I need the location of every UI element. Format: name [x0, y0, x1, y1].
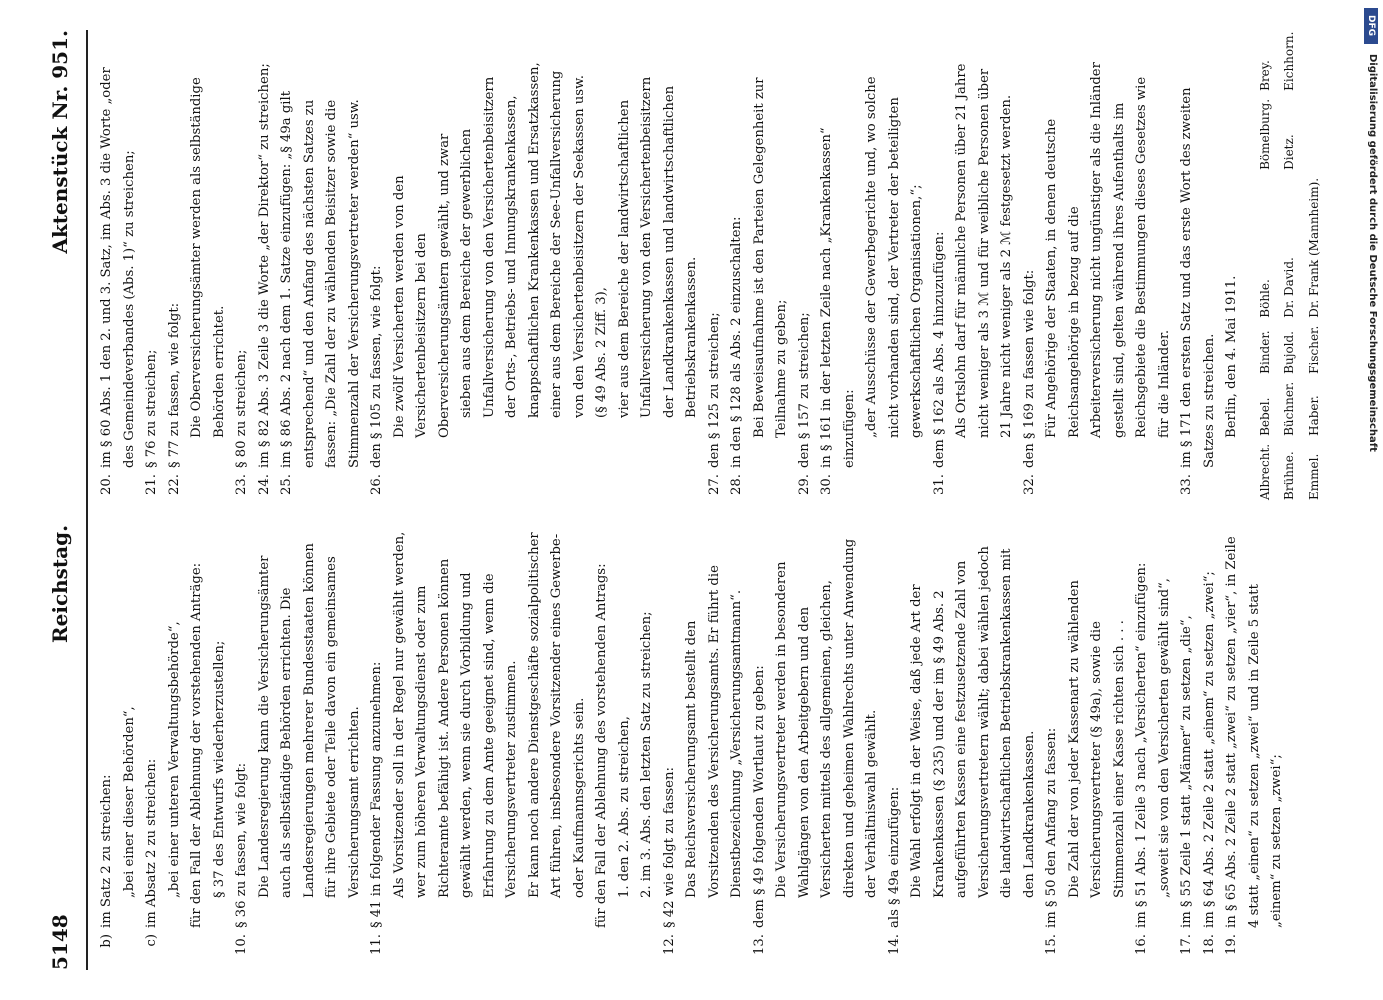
item-text: den § 169 zu fassen wie folgt: — [1021, 269, 1037, 468]
item-text: Berlin, den 4. Mai 1911. — [1224, 275, 1239, 438]
list-item — [96, 530, 119, 960]
list-item — [884, 530, 907, 960]
item-number: 30. — [819, 474, 834, 495]
list-item — [1176, 60, 1221, 500]
list-item — [771, 530, 884, 960]
item-text: Die Versicherungsvertreter werden in besonderen Wahlgängen von den Arbeitgebern und den Versicherten mittels des allgemeinen, gleichen, direkten und geheimen Wahlrechts unter Anwendung der Verhältniswahl gewählt. — [774, 538, 879, 898]
left-column — [96, 530, 1284, 960]
item-text: § 37 des Entwurfs wiederherzustellen; — [211, 640, 227, 898]
item-number — [614, 424, 704, 450]
item-text: im § 64 Abs. 2 Zeile 2 statt „einem“ zu setzen „zwei“; — [1201, 571, 1217, 928]
digitization-note: Digitalisierung gefördert durch die Deutsche Forschungsgemeinschaft — [1367, 54, 1378, 452]
signature-name: Bujold. — [1282, 331, 1296, 374]
item-text: Die Oberversicherungsämter werden als selbständige Behörden errichtet. — [189, 77, 227, 438]
item-text: einer aus dem Bereiche der See-Unfallversicherung von den Versichertenbeisitzern der Seekassen usw. (§ 49 Abs. 2 Ziff. 3), — [549, 70, 609, 418]
item-text: Die Wahl erfolgt in der Weise, daß jede Art der Krankenkassen (§ 235) und der im § 49 Abs. 2 aufgeführten Kassen eine festzusetzende Zahl von Versicherungsvertretern wählt; dabei wählen jedoch die landwirtschaftlichen Betriebskrankenkassen mit den Landkrankenkassen. — [909, 546, 1037, 898]
item-text: § 80 zu streichen; — [234, 349, 249, 468]
list-item — [1176, 530, 1199, 960]
signature-block — [1254, 31, 1326, 500]
item-number — [636, 904, 659, 930]
item-text: § 36 zu fassen, wie folgt: — [234, 762, 249, 928]
list-item — [1041, 530, 1064, 960]
item-number: 27. — [706, 474, 722, 495]
item-number: 24. — [256, 474, 272, 495]
list-item — [614, 530, 637, 960]
item-number: 12. — [661, 934, 677, 955]
list-item — [1154, 530, 1177, 960]
item-text: in den § 128 als Abs. 2 einzuschalten: — [729, 216, 744, 468]
item-number — [771, 904, 884, 930]
item-text: im § 50 den Anfang zu fassen: — [1044, 727, 1059, 928]
list-item — [929, 60, 952, 500]
list-item — [366, 530, 389, 960]
list-item — [141, 60, 164, 500]
list-item — [951, 60, 1019, 500]
item-number — [861, 444, 929, 470]
item-text: Er kann noch andere Dienstgeschäfte sozialpolitischer Art führen, insbesondere Vorsitzender eines Gewerbe- oder Kaufmannsgerichts sein. — [526, 532, 587, 898]
list-item — [636, 530, 659, 960]
list-item — [231, 530, 254, 960]
item-number: 13. — [751, 934, 767, 955]
list-item — [591, 530, 614, 960]
list-item — [1199, 530, 1222, 960]
item-text: § 41 in folgender Fassung anzunehmen: — [369, 661, 384, 928]
list-item — [749, 60, 794, 500]
item-number — [1154, 904, 1177, 930]
item-number: 25. — [279, 474, 294, 495]
item-text: Die Landesregierung kann die Versicherungsämter auch als selbständige Behörden errichten. Die Landesregierungen mehrerer Bundesstaaten können für ihre Gebiete oder Teile davon ein gemeinsames Versicherungsamt errichten. — [256, 543, 362, 898]
list-item — [704, 60, 727, 500]
item-number: b) — [99, 934, 114, 948]
item-text: Die Zahl der von jeder Kassenart zu wählenden Versicherungsvertreter (§ 49a), sowie die Stimmenzahl einer Kasse richten sich . . . — [1066, 580, 1127, 898]
item-number — [591, 934, 614, 960]
list-item — [1019, 60, 1042, 500]
item-number — [1041, 444, 1176, 470]
header-rule — [86, 30, 88, 970]
item-number: 31. — [931, 474, 947, 495]
signature-name: Bömelburg. — [1257, 98, 1272, 170]
list-item — [1221, 60, 1244, 500]
item-number: 11. — [369, 934, 384, 955]
signature-name: Haber. — [1306, 395, 1321, 436]
signature-name: Eichhorn. — [1282, 31, 1296, 91]
item-number: 20. — [99, 474, 114, 495]
list-item — [254, 530, 367, 960]
signature-name: Brühne. — [1282, 451, 1296, 500]
signature-name: Binder. — [1257, 330, 1272, 374]
list-item — [659, 530, 682, 960]
signature-name: Brey. — [1257, 60, 1272, 91]
item-number — [951, 444, 1019, 470]
item-number: 21. — [144, 474, 159, 495]
item-text: in § 161 in der letzten Zeile nach „Krankenkassen“ einzufügen: — [819, 127, 857, 468]
list-item — [794, 60, 817, 500]
signature-name: Albrecht. — [1257, 443, 1272, 500]
item-number: 28. — [729, 474, 744, 495]
list-item — [749, 530, 772, 960]
signature-name: Emmel. — [1306, 453, 1321, 500]
item-number: 22. — [166, 474, 182, 495]
item-number — [1221, 444, 1244, 470]
item-text: 2. im 3. Abs. den letzten Satz zu streichen; — [639, 611, 654, 898]
item-text: „soweit sie von den Versicherten gewählt sind“, — [1156, 578, 1172, 898]
item-text: sieben aus dem Bereiche der gewerblichen Unfallversicherung von den Versichertenbeisitzern der Orts-, Betriebs- und Innungskrankenkassen, knappschaftlichen Krankenkassen und Ersatzkassen, — [459, 62, 542, 418]
item-number: 10. — [234, 934, 249, 955]
list-item — [209, 530, 232, 960]
item-number — [524, 904, 592, 930]
item-text: Als Ortslohn darf für männliche Personen über 21 Jahre nicht weniger als 3 ℳ und für weibliche Personen über 21 Jahre nicht weniger als 2 ℳ festgesetzt werden. — [954, 63, 1014, 438]
item-number: 14. — [886, 934, 902, 955]
list-item — [456, 60, 546, 500]
signature-name: Fischer. — [1306, 325, 1321, 374]
item-number: 32. — [1021, 474, 1037, 495]
item-number — [209, 904, 232, 930]
list-item — [96, 60, 141, 500]
item-text: in § 65 Abs. 2 Zeile 2 statt „zwei“ zu setzen „vier“, in Zeile 4 statt „einen“ zu setzen „zwei“ und in Zeile 5 statt „einem“ zu setzen „zwei“; — [1224, 536, 1284, 928]
signature-name: Böhle. — [1257, 279, 1272, 318]
item-text: den § 105 zu fassen, wie folgt: — [369, 265, 384, 468]
item-text: Als Vorsitzender soll in der Regel nur gewählt werden, wer zum höheren Verwaltungsdienst oder zum Richteramte befähigt ist. Andere Personen können gewählt werden, wenn sie durch Vorbildung und Erfahrung zu dem Amte geeignet sind, wenn die Versicherungsvertreter zustimmen. — [391, 531, 519, 898]
item-text: § 77 zu fassen, wie folgt: — [166, 302, 182, 468]
item-number: c) — [144, 934, 159, 947]
list-item — [726, 60, 749, 500]
item-text: im § 171 den ersten Satz und das erste Wort des zweiten Satzes zu streichen. — [1179, 87, 1217, 468]
item-text: im § 55 Zeile 1 statt „Männer“ zu setzen „die“, — [1179, 615, 1194, 928]
list-item — [861, 60, 929, 500]
list-item — [1064, 530, 1132, 960]
list-item — [276, 60, 366, 500]
item-text: Das Reichsversicherungsamt bestellt den Vorsitzenden des Versicherungsamts. Er führt die Dienstbezeichnung „Versicherungsamtmann“. — [684, 565, 744, 898]
list-item — [1041, 60, 1176, 500]
item-number: 15. — [1044, 934, 1059, 955]
item-number: 17. — [1179, 934, 1194, 955]
item-text: im Absatz 2 zu streichen: — [144, 758, 159, 928]
item-number — [164, 904, 187, 930]
list-item — [546, 60, 614, 500]
signature-name: Bebel. — [1257, 397, 1272, 436]
item-text: im § 60 Abs. 1 den 2. und 3. Satz, im Abs. 3 die Worte „oder des Gemeindeverbandes (Abs. 1)“ zu streichen; — [99, 67, 137, 468]
list-item — [524, 530, 592, 960]
list-item — [164, 530, 187, 960]
item-number: 29. — [796, 474, 812, 495]
list-item — [164, 60, 187, 500]
page-number: 5148 — [48, 914, 72, 970]
item-number: 19. — [1224, 934, 1239, 955]
page-header — [40, 30, 80, 970]
item-number — [186, 444, 231, 470]
item-number — [906, 904, 1041, 930]
item-text: vier aus dem Bereiche der landwirtschaftlichen Unfallversicherung von den Versichertenbeisitzern der Landkrankenkassen und landwirtschaftlichen Betriebskrankenkassen. — [616, 76, 699, 418]
item-text: im Satz 2 zu streichen: — [99, 774, 114, 928]
list-item — [681, 530, 749, 960]
page-title: Reichstag. — [48, 524, 72, 643]
item-number — [1064, 904, 1132, 930]
item-text: dem § 162 als Abs. 4 hinzuzufügen: — [931, 231, 947, 468]
item-number — [546, 424, 614, 450]
item-text: „bei einer unteren Verwaltungsbehörde“, — [166, 621, 182, 898]
list-item — [1131, 530, 1154, 960]
list-item — [389, 60, 457, 500]
item-number — [254, 904, 367, 930]
list-item — [186, 530, 209, 960]
item-text: für den Fall der Ablehnung des vorstehenden Antrags: — [594, 563, 609, 928]
item-number: 16. — [1134, 934, 1149, 955]
list-item — [1221, 530, 1289, 960]
item-text: im § 82 Abs. 3 Zeile 3 die Worte „der Direktor“ zu streichen; — [256, 63, 272, 468]
item-text: § 76 zu streichen; — [144, 349, 159, 468]
item-number: 23. — [234, 474, 249, 495]
list-item — [389, 530, 524, 960]
list-item — [186, 60, 231, 500]
item-number: 33. — [1179, 474, 1194, 495]
item-number — [119, 904, 142, 930]
item-text: „bei einer dieser Behörden“, — [121, 706, 137, 898]
item-text: als § 49a einzufügen: — [886, 786, 902, 928]
item-text: im § 86 Abs. 2 nach dem 1. Satze einzufügen: „§ 49a gilt entsprechend“ und den Anfang des nächsten Satzes zu fassen: „Die Zahl der zu wählenden Beisitzer sowie die Stimmenzahl der Versicherungsvertreter werden“ usw. — [279, 91, 362, 468]
list-item — [614, 60, 704, 500]
list-item — [254, 60, 277, 500]
list-item — [119, 530, 142, 960]
item-number — [749, 444, 794, 470]
item-number — [456, 424, 546, 450]
item-number: 26. — [369, 474, 384, 495]
signature-name: Dietz. — [1282, 134, 1296, 170]
list-item — [816, 60, 861, 500]
item-text: 1. den 2. Abs. zu streichen, — [616, 716, 632, 898]
signature-name: Dr. David. — [1282, 257, 1296, 318]
item-text: „der Ausschüsse der Gewerbegerichte und, wo solche nicht vorhanden sind, der Vertreter der beteiligten gewerkschaftlichen Organisationen,“; — [864, 76, 924, 438]
right-column — [96, 31, 1321, 500]
item-text: den § 125 zu streichen; — [706, 312, 722, 468]
signature-name: Büchner. — [1282, 381, 1296, 436]
item-number — [186, 934, 209, 960]
item-text: § 42 wie folgt zu fassen: — [661, 767, 677, 928]
item-text: den § 157 zu streichen; — [796, 312, 812, 468]
item-number — [389, 904, 524, 930]
item-number: 18. — [1201, 934, 1217, 955]
right-column-items — [96, 60, 1244, 500]
item-text: Für Angehörige der Staaten, in denen deutsche Reichsangehörige in bezug auf die Arbeiterversicherung nicht ungünstiger als die Inländer gestellt sind, gelten während ihres Aufenthalts im Reichsgebiete die Bestimmungen dieses Gesetzes wie für die Inländer. — [1044, 62, 1172, 438]
document-number: Aktenstück Nr. 951. — [48, 30, 72, 254]
item-text: dem § 49 folgenden Wortlaut zu geben: — [751, 665, 767, 928]
list-item — [141, 530, 164, 960]
dfg-logo-badge: DFG — [1364, 8, 1378, 44]
list-item — [906, 530, 1041, 960]
signature-name: Dr. Frank (Mannheim). — [1306, 177, 1321, 318]
item-number — [681, 904, 749, 930]
item-number — [389, 444, 457, 470]
item-text: für den Fall der Ablehnung der vorstehenden Anträge: — [189, 562, 204, 928]
item-text: Bei Beweisaufnahme ist den Parteien Gelegenheit zur Teilnahme zu geben; — [751, 77, 789, 438]
list-item — [231, 60, 254, 500]
item-number — [614, 904, 637, 930]
item-text: im § 51 Abs. 1 Zeile 3 nach „Versicherten“ einzufügen: — [1134, 562, 1149, 928]
item-text: Die zwölf Versicherten werden von den Versichertenbeisitzern bei den Oberversicherungsämtern gewählt, und zwar — [391, 133, 452, 438]
list-item — [366, 60, 389, 500]
